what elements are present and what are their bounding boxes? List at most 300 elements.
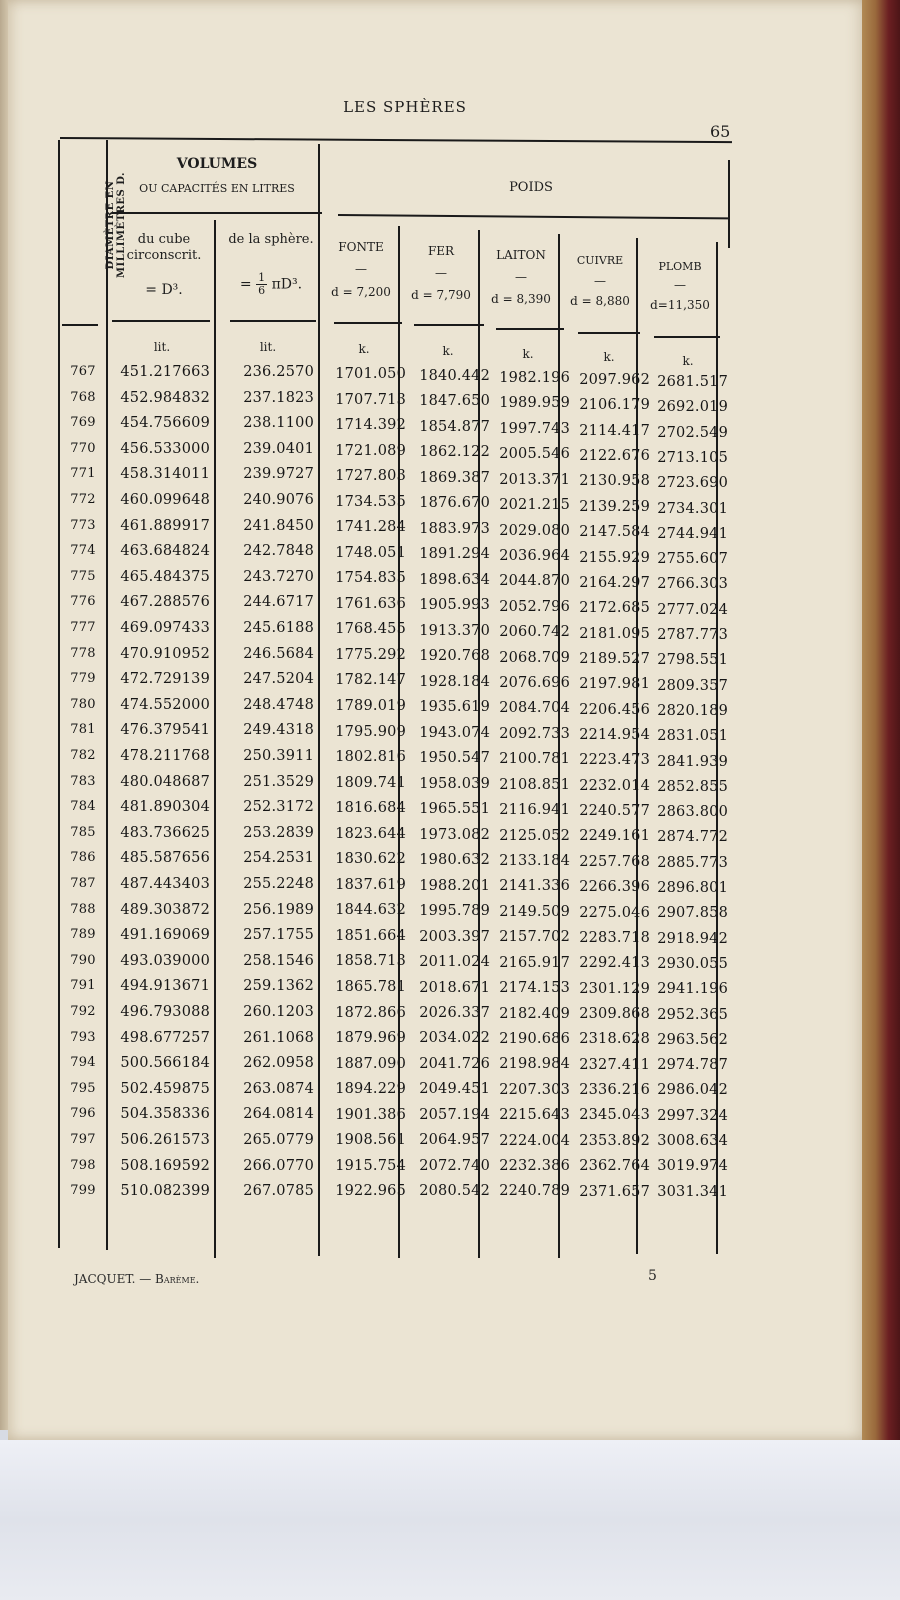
table-cell: 2100.781 [499, 751, 570, 768]
table-cell: 476.379541 [120, 722, 210, 739]
header-dash: — [594, 274, 606, 288]
background-cloth [0, 1440, 900, 1600]
table-cell: 1823.644 [335, 825, 406, 842]
table-cell: 1782.147 [335, 672, 406, 689]
table-cell: 1862.122 [419, 444, 490, 461]
header-d-plomb: d=11,350 [650, 298, 710, 312]
table-cell: 2005.546 [499, 446, 570, 463]
table-cell: 2292.413 [579, 955, 650, 972]
footer-author: JACQUET. — Barème. [74, 1272, 200, 1286]
book-spine [862, 0, 900, 1440]
table-cell: 261.1068 [243, 1029, 314, 1046]
table-cell: 251.3529 [243, 773, 314, 790]
table-cell: 2174.153 [499, 980, 570, 997]
table-cell: 463.684824 [120, 543, 210, 560]
table-cell: 2345.043 [579, 1107, 650, 1124]
table-cell: 2198.984 [499, 1056, 570, 1073]
unit-label: k. [442, 344, 454, 358]
table-cell: 2029.080 [499, 522, 570, 539]
row-diameter-cell: 794 [70, 1055, 96, 1071]
formula-fraction [256, 272, 267, 297]
row-diameter-cell: 788 [70, 901, 96, 917]
table-cell: 240.9076 [243, 492, 314, 508]
header-dash: — [515, 270, 527, 284]
row-diameter-cell: 768 [70, 389, 96, 405]
table-cell: 2106.179 [579, 397, 650, 414]
table-cell: 265.0779 [243, 1132, 314, 1148]
table-cell: 2011.024 [419, 954, 490, 971]
table-cell: 2841.939 [657, 753, 728, 770]
header-rule [112, 320, 210, 322]
table-cell: 2766.303 [657, 576, 728, 593]
table-cell: 2232.386 [499, 1158, 570, 1175]
table-cell: 239.0401 [243, 440, 314, 457]
table-cell: 1858.713 [335, 953, 406, 970]
header-dash: — [435, 266, 447, 280]
formula-equals: = [239, 276, 252, 293]
table-cell: 258.1546 [243, 952, 314, 969]
table-cell: 247.5204 [243, 671, 314, 688]
table-cell: 2197.981 [579, 676, 650, 693]
column-rule [716, 242, 718, 1254]
table-cell: 1789.019 [335, 698, 406, 715]
table-cell: 2266.396 [579, 879, 650, 896]
table-cell: 1928.184 [419, 673, 490, 690]
header-poids: POIDS [509, 180, 553, 195]
table-cell: 2080.542 [419, 1183, 490, 1200]
row-diameter-cell: 785 [70, 824, 96, 840]
table-cell: 1898.634 [419, 571, 490, 588]
header-sphere-formula [226, 272, 316, 297]
table-cell: 266.0770 [243, 1157, 314, 1174]
table-cell: 1847.650 [419, 393, 490, 410]
table-cell: 2190.686 [499, 1030, 570, 1047]
table-cell: 2130.958 [579, 473, 650, 490]
table-cell: 1721.089 [335, 442, 406, 459]
table-cell: 2930.055 [657, 955, 728, 972]
table-cell: 2182.409 [499, 1005, 570, 1022]
table-cell: 496.793088 [120, 1004, 210, 1020]
header-rule [654, 336, 720, 338]
table-cell: 1748.051 [335, 544, 406, 561]
table-cell: 2852.855 [657, 778, 728, 795]
header-cube-formula: = D³. [145, 282, 183, 298]
table-cell: 478.211768 [120, 748, 210, 764]
table-cell: 2052.796 [499, 598, 570, 615]
header-rule [496, 328, 564, 330]
table-cell: 2097.962 [579, 372, 650, 388]
table-cell: 1913.370 [419, 622, 490, 639]
table-cell: 2681.517 [657, 374, 728, 390]
table-cell: 264.0814 [243, 1106, 314, 1123]
table-cell: 3019.974 [657, 1158, 728, 1175]
table-cell: 1958.039 [419, 775, 490, 792]
row-diameter-cell: 779 [70, 671, 96, 687]
header-rule [578, 332, 640, 334]
header-dash: — [355, 262, 367, 276]
table-cell: 2026.337 [419, 1005, 490, 1021]
table-cell: 454.756609 [120, 415, 210, 432]
row-diameter-cell: 776 [70, 594, 96, 610]
table-cell: 257.1755 [243, 927, 314, 944]
table-cell: 2240.577 [579, 803, 650, 820]
column-rule [728, 160, 730, 248]
table-cell: 2777.024 [657, 601, 728, 618]
table-cell: 2018.671 [419, 979, 490, 996]
table-cell: 2076.696 [499, 675, 570, 692]
formula-pi-d3: πD³. [271, 276, 303, 293]
table-cell: 1997.743 [499, 420, 570, 437]
table-cell: 260.1203 [243, 1004, 314, 1020]
table-cell: 1701.050 [335, 366, 406, 382]
table-cell: 2141.336 [499, 878, 570, 895]
table-cell: 1830.622 [335, 851, 406, 868]
column-rule [558, 234, 560, 1258]
table-cell: 2744.941 [657, 525, 728, 542]
row-diameter-cell: 767 [70, 364, 96, 379]
table-cell: 1802.816 [335, 749, 406, 766]
table-cell: 252.3172 [243, 799, 314, 816]
table-cell: 1707.713 [335, 391, 406, 408]
table-cell: 2013.371 [499, 471, 570, 488]
table-cell: 2692.019 [657, 399, 728, 416]
table-cell: 1840.442 [419, 368, 490, 384]
table-cell: 2240.789 [499, 1183, 570, 1200]
row-diameter-cell: 786 [70, 850, 96, 866]
table-cell: 1995.789 [419, 903, 490, 920]
row-diameter-cell: 783 [70, 773, 96, 789]
table-cell: 2362.764 [579, 1158, 650, 1175]
row-diameter-cell: 774 [70, 543, 96, 559]
table-cell: 1908.561 [335, 1132, 406, 1149]
table-cell: 508.169592 [120, 1157, 210, 1174]
table-cell: 2114.417 [579, 422, 650, 439]
row-diameter-cell: 780 [70, 696, 96, 712]
table-cell: 2918.942 [657, 930, 728, 947]
table-cell: 1879.969 [335, 1030, 406, 1047]
table-cell: 1816.684 [335, 800, 406, 817]
table-cell: 469.097433 [120, 620, 210, 636]
table-cell: 2831.051 [657, 728, 728, 745]
table-cell: 243.7270 [243, 568, 314, 585]
table-cell: 2863.800 [657, 804, 728, 821]
page-number: 65 [710, 122, 731, 141]
table-cell: 237.1823 [243, 389, 314, 406]
table-cell: 2713.105 [657, 449, 728, 466]
table-cell: 2206.456 [579, 701, 650, 718]
table-cell: 1891.294 [419, 546, 490, 563]
unit-label: k. [358, 342, 370, 356]
table-cell: 456.533000 [120, 440, 210, 457]
column-rule [106, 140, 108, 1250]
table-cell: 500.566184 [120, 1055, 210, 1072]
row-diameter-cell: 789 [70, 927, 96, 943]
table-cell: 1989.959 [499, 395, 570, 412]
table-cell: 2021.215 [499, 497, 570, 514]
column-rule [214, 220, 216, 1258]
table-cell: 485.587656 [120, 850, 210, 867]
unit-label: k. [522, 347, 534, 361]
header-sphere-label: de la sphère. [228, 232, 314, 247]
header-volumes-sub: OU CAPACITÉS EN LITRES [139, 182, 295, 195]
table-cell: 472.729139 [120, 671, 210, 688]
table-cell: 2003.397 [419, 928, 490, 945]
table-cell: 1872.866 [335, 1004, 406, 1021]
table-cell: 1837.619 [335, 876, 406, 893]
table-cell: 1980.632 [419, 852, 490, 869]
table-cell: 2702.549 [657, 424, 728, 441]
header-rule [62, 324, 98, 326]
table-cell: 2787.773 [657, 627, 728, 643]
table-cell: 467.288576 [120, 594, 210, 611]
table-left-rule [58, 140, 60, 1248]
table-cell: 452.984832 [120, 389, 210, 406]
table-cell: 2275.046 [579, 904, 650, 921]
table-cell: 1761.636 [335, 595, 406, 612]
table-cell: 2353.892 [579, 1132, 650, 1149]
table-cell: 3008.634 [657, 1133, 728, 1149]
table-cell: 1887.090 [335, 1055, 406, 1072]
table-cell: 2092.733 [499, 725, 570, 742]
table-cell: 2755.607 [657, 551, 728, 568]
table-cell: 2336.216 [579, 1082, 650, 1099]
table-cell: 245.6188 [243, 620, 314, 636]
table-cell: 2057.194 [419, 1106, 490, 1123]
table-cell: 487.443403 [120, 876, 210, 892]
table-cell: 2224.004 [499, 1132, 570, 1149]
table-cell: 2068.709 [499, 649, 570, 666]
table-cell: 1775.292 [335, 646, 406, 663]
header-diameter: DIAMÈTRE EN MILLIMÈTRES D. [105, 171, 127, 279]
header-d-fonte: d = 7,200 [331, 285, 391, 299]
row-diameter-cell: 771 [70, 466, 96, 482]
row-diameter-cell: 773 [70, 517, 96, 533]
table-cell: 460.099648 [120, 492, 210, 508]
volumes-underline [112, 212, 322, 214]
table-cell: 2301.129 [579, 980, 650, 997]
table-cell: 2181.095 [579, 625, 650, 642]
table-cell: 2189.527 [579, 650, 650, 667]
table-cell: 2371.657 [579, 1183, 650, 1200]
fraction-denominator: 6 [258, 284, 266, 298]
row-diameter-cell: 787 [70, 876, 96, 891]
table-cell: 502.459875 [120, 1080, 210, 1097]
table-cell: 1854.877 [419, 418, 490, 435]
header-rule [414, 324, 484, 326]
row-diameter-cell: 793 [70, 1029, 96, 1045]
table-cell: 254.2531 [243, 850, 314, 867]
table-cell: 250.3911 [243, 748, 314, 764]
table-cell: 2036.964 [499, 547, 570, 564]
table-cell: 474.552000 [120, 696, 210, 713]
table-cell: 239.9727 [243, 466, 314, 483]
table-cell: 1865.781 [335, 978, 406, 995]
table-cell: 1935.619 [419, 699, 490, 716]
table-cell: 246.5684 [243, 645, 314, 662]
unit-label: lit. [153, 340, 171, 354]
header-fonte: FONTE [338, 240, 384, 254]
table-cell: 504.358336 [120, 1106, 210, 1123]
table-cell: 1851.664 [335, 927, 406, 944]
table-cell: 2164.297 [579, 574, 650, 591]
table-cell: 2896.801 [657, 880, 728, 896]
row-diameter-cell: 778 [70, 645, 96, 661]
footer-signature: 5 [648, 1268, 657, 1284]
table-cell: 481.890304 [120, 799, 210, 816]
table-cell: 2249.161 [579, 828, 650, 845]
table-cell: 244.6717 [243, 594, 314, 611]
row-diameter-cell: 781 [70, 722, 96, 738]
table-cell: 1869.387 [419, 469, 490, 486]
row-diameter-cell: 791 [70, 978, 96, 994]
row-diameter-cell: 784 [70, 799, 96, 815]
table-cell: 2060.742 [499, 624, 570, 641]
table-cell: 1844.632 [335, 902, 406, 919]
table-cell: 267.0785 [243, 1183, 314, 1200]
row-diameter-cell: 795 [70, 1080, 96, 1096]
table-cell: 498.677257 [120, 1029, 210, 1046]
running-title: LES SPHÈRES [343, 98, 467, 116]
table-cell: 2072.740 [419, 1157, 490, 1174]
table-cell: 2155.929 [579, 549, 650, 566]
table-cell: 2041.726 [419, 1055, 490, 1072]
header-fer: FER [427, 244, 455, 258]
unit-label: k. [603, 350, 615, 364]
table-cell: 2064.957 [419, 1132, 490, 1149]
table-cell: 491.169069 [120, 927, 210, 944]
table-cell: 2172.685 [579, 600, 650, 617]
row-diameter-cell: 770 [70, 440, 96, 456]
table-cell: 1915.754 [335, 1157, 406, 1174]
header-cuivre: CUIVRE [576, 254, 624, 267]
table-cell: 510.082399 [120, 1183, 210, 1200]
table-cell: 236.2570 [243, 364, 314, 380]
table-cell: 1876.670 [419, 495, 490, 512]
table-cell: 1727.803 [335, 468, 406, 485]
table-cell: 465.484375 [120, 568, 210, 585]
table-cell: 1905.993 [419, 597, 490, 614]
table-cell: 2147.584 [579, 524, 650, 541]
table-cell: 1809.741 [335, 774, 406, 791]
table-cell: 461.889917 [120, 517, 210, 534]
table-cell: 2044.870 [499, 573, 570, 590]
header-rule [334, 322, 402, 324]
table-cell: 241.8450 [243, 517, 314, 534]
table-cell: 3031.341 [657, 1183, 728, 1200]
table-cell: 2986.042 [657, 1082, 728, 1099]
table-cell: 2997.324 [657, 1107, 728, 1124]
table-cell: 1965.551 [419, 801, 490, 818]
table-cell: 2214.954 [579, 727, 650, 744]
column-rule [478, 230, 480, 1258]
table-cell: 2223.473 [579, 752, 650, 769]
table-cell: 1982.196 [499, 370, 570, 386]
header-rule [230, 320, 316, 322]
table-cell: 2952.365 [657, 1006, 728, 1023]
table-cell: 1950.547 [419, 750, 490, 767]
table-cell: 2165.917 [499, 954, 570, 971]
table-cell: 506.261573 [120, 1132, 210, 1148]
table-cell: 483.736625 [120, 824, 210, 841]
row-diameter-cell: 782 [70, 748, 96, 763]
table-cell: 2116.941 [499, 802, 570, 819]
table-cell: 262.0958 [243, 1055, 314, 1072]
table-cell: 2309.868 [579, 1006, 650, 1022]
table-cell: 458.314011 [120, 466, 210, 483]
row-diameter-cell: 772 [70, 492, 96, 507]
row-diameter-cell: 799 [70, 1183, 96, 1199]
unit-label: lit. [259, 340, 277, 354]
row-diameter-cell: 798 [70, 1157, 96, 1173]
table-cell: 2318.628 [579, 1031, 650, 1048]
table-cell: 256.1989 [243, 901, 314, 918]
table-cell: 2798.551 [657, 652, 728, 669]
unit-label: k. [682, 354, 694, 368]
table-cell: 1894.229 [335, 1081, 406, 1098]
table-cell: 2327.411 [579, 1056, 650, 1073]
table-cell: 1754.835 [335, 570, 406, 587]
header-d-laiton: d = 8,390 [491, 292, 551, 306]
row-diameter-cell: 796 [70, 1106, 96, 1122]
table-cell: 2257.768 [579, 853, 650, 870]
row-diameter-cell: 769 [70, 415, 96, 431]
column-rule [318, 144, 320, 1256]
table-cell: 1988.201 [419, 877, 490, 894]
header-dash: — [674, 278, 686, 292]
table-cell: 2084.704 [499, 700, 570, 717]
table-cell: 2283.718 [579, 929, 650, 946]
row-diameter-cell: 775 [70, 568, 96, 584]
header-volumes: VOLUMES [176, 156, 258, 172]
table-cell: 2874.772 [657, 829, 728, 846]
table-cell: 2907.858 [657, 905, 728, 922]
row-diameter-cell: 777 [70, 620, 96, 635]
row-diameter-cell: 790 [70, 952, 96, 968]
fraction-numerator: 1 [258, 271, 266, 284]
table-cell: 2133.184 [499, 852, 570, 869]
table-cell: 470.910952 [120, 645, 210, 662]
table-cell: 248.4748 [243, 696, 314, 713]
table-cell: 259.1362 [243, 978, 314, 995]
header-laiton: LAITON [496, 248, 546, 262]
table-cell: 1883.973 [419, 520, 490, 537]
table-cell: 238.1100 [243, 415, 314, 432]
table-cell: 2122.676 [579, 448, 650, 465]
table-cell: 2723.690 [657, 475, 728, 492]
table-cell: 255.2248 [243, 876, 314, 892]
table-cell: 451.217663 [120, 364, 210, 380]
table-cell: 2734.301 [657, 500, 728, 517]
header-cube-label: du cube circonscrit. [126, 232, 202, 264]
table-cell: 249.4318 [243, 722, 314, 739]
table-cell: 489.303872 [120, 901, 210, 918]
table-cell: 2974.787 [657, 1057, 728, 1074]
table-cell: 2820.189 [657, 702, 728, 719]
table-cell: 263.0874 [243, 1080, 314, 1097]
table-cell: 2157.702 [499, 929, 570, 946]
table-cell: 2207.303 [499, 1081, 570, 1098]
row-diameter-cell: 792 [70, 1004, 96, 1019]
column-rule [636, 238, 638, 1254]
table-cell: 2232.014 [579, 777, 650, 794]
table-cell: 2941.196 [657, 981, 728, 998]
table-cell: 2809.357 [657, 677, 728, 694]
table-cell: 2963.562 [657, 1031, 728, 1048]
header-d-cuivre: d = 8,880 [570, 294, 630, 308]
table-cell: 1973.082 [419, 826, 490, 843]
table-cell: 2885.773 [657, 854, 728, 871]
table-cell: 1768.455 [335, 621, 406, 638]
